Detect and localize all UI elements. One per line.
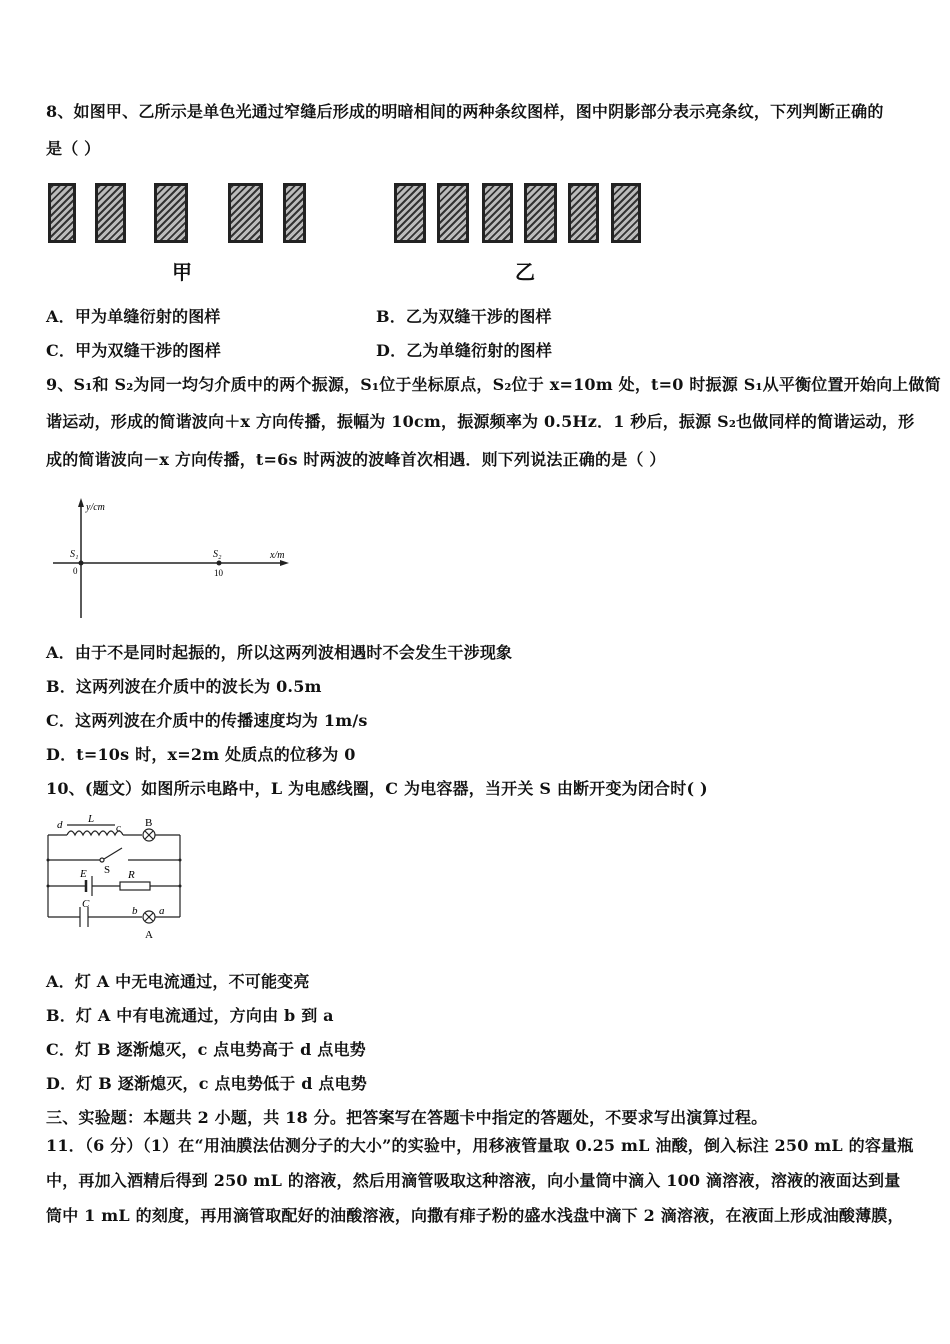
q9-stem-line3: 成的简谐波向－x 方向传播，t=6s 时两波的波峰首次相遇．则下列说法正确的是（ ） <box>46 450 666 469</box>
q10-stem: 10、(题文）如图所示电路中，L 为电感线圈，C 为电容器，当开关 S 由断开变为闭合时( ) <box>46 779 708 798</box>
q8-stem-line1: 8、如图甲、乙所示是单色光通过窄缝后形成的明暗相间的两种条纹图样，图中阴影部分表示亮条纹，下列判断正确的 <box>46 102 884 121</box>
tick-label-10: 10 <box>214 568 223 578</box>
q8-option-d: D．乙为单缝衍射的图样 <box>376 341 553 360</box>
label-d: d <box>57 819 63 831</box>
figure-label-yi: 乙 <box>515 260 535 284</box>
label-R: R <box>128 869 135 881</box>
q9-option-a: A．由于不是同时起振的，所以这两列波相遇时不会发生干涉现象 <box>46 643 513 662</box>
q8-option-a: A．甲为单缝衍射的图样 <box>46 307 221 326</box>
q9-option-c: C．这两列波在介质中的传播速度均为 1m/s <box>46 711 368 730</box>
q9-option-d: D．t=10s 时，x=2m 处质点的位移为 0 <box>46 745 356 764</box>
x-axis-label: x/m <box>270 550 285 561</box>
s1-label: S₁ <box>70 549 79 560</box>
q9-stem-line1: 9、S₁和 S₂为同一均匀介质中的两个振源，S₁位于坐标原点，S₂位于 x=10m 处，t=0 时振源 S₁从平衡位置开始向上做简 <box>46 375 941 394</box>
s2-label: S₂ <box>213 549 222 560</box>
section-3-heading: 三、实验题：本题共 2 小题，共 18 分。把答案写在答题卡中指定的答题处，不要求写出演算过程。 <box>46 1108 768 1127</box>
q10-option-a: A．灯 A 中无电流通过，不可能变亮 <box>46 972 310 991</box>
label-lamp-A: A <box>145 929 153 941</box>
q9-option-b: B．这两列波在介质中的波长为 0.5m <box>46 677 322 696</box>
q8-option-c: C．甲为双缝干涉的图样 <box>46 341 221 360</box>
label-switch-S: S <box>104 864 111 876</box>
label-a: a <box>159 905 165 917</box>
label-E: E <box>80 868 87 880</box>
y-axis-label: y/cm <box>86 502 105 513</box>
origin-label: 0 <box>73 566 78 576</box>
q11-line3: 筒中 1 mL 的刻度，再用滴管取配好的油酸溶液，向撒有痱子粉的盛水浅盘中滴下 2 滴溶液，在液面上形成油酸薄膜， <box>46 1206 904 1225</box>
q10-option-c: C．灯 B 逐渐熄灭，c 点电势高于 d 点电势 <box>46 1040 366 1059</box>
label-lamp-B: B <box>145 817 153 829</box>
q11-line2: 中，再加入酒精后得到 250 mL 的溶液，然后用滴管吸取这种溶液，向小量筒中滴入 100 滴溶液，溶液的液面达到量 <box>46 1171 901 1190</box>
q10-option-b: B．灯 A 中有电流通过，方向由 b 到 a <box>46 1006 334 1025</box>
q9-stem-line2: 谐运动，形成的简谐波向＋x 方向传播，振幅为 10cm，振源频率为 0.5Hz．1 秒后，振源 S₂也做同样的简谐运动，形 <box>46 412 915 431</box>
q11-line1: 11．（6 分）（1）在“用油膜法估测分子的大小”的实验中，用移液管量取 0.25 mL 油酸，倒入标注 250 mL 的容量瓶 <box>46 1136 914 1155</box>
q10-option-d: D．灯 B 逐渐熄灭，c 点电势低于 d 点电势 <box>46 1074 367 1093</box>
label-C: C <box>82 898 90 910</box>
label-b: b <box>132 905 138 917</box>
figure-label-jia: 甲 <box>172 260 192 284</box>
q8-stem-line2: 是（ ） <box>46 139 101 158</box>
label-c: c <box>116 822 121 834</box>
q8-option-b: B．乙为双缝干涉的图样 <box>376 307 552 326</box>
label-L: L <box>88 813 95 825</box>
